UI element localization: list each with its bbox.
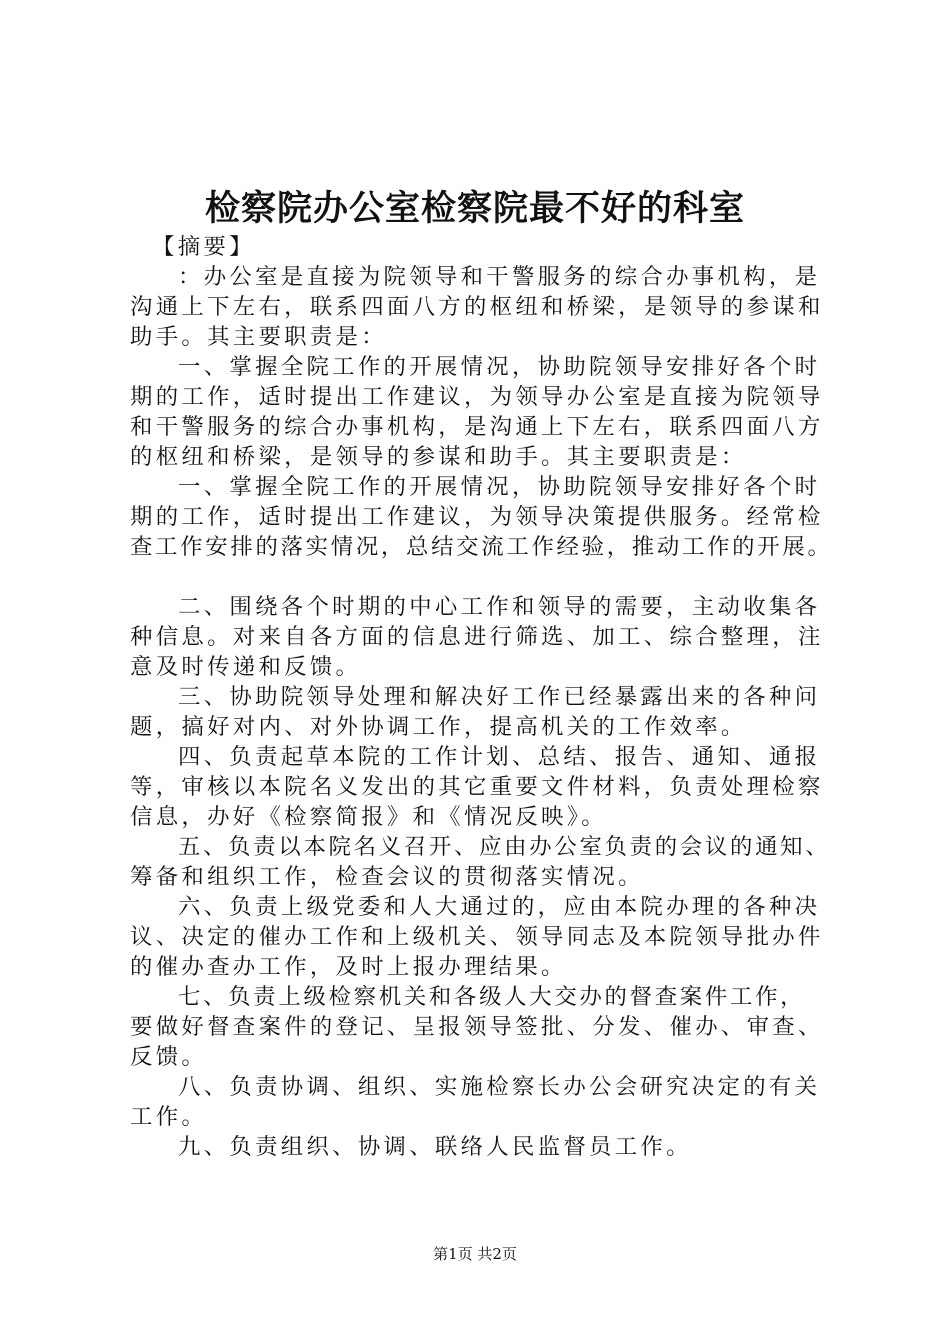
paragraph-line: 沟通上下左右，联系四面八方的枢纽和桥梁，是领导的参谋和	[130, 294, 824, 320]
paragraph-gap	[130, 562, 850, 592]
paragraph-line: 信息，办好《检察简报》和《情况反映》。	[130, 804, 607, 830]
paragraph-line: 种信息。对来自各方面的信息进行筛选、加工、综合整理，注	[130, 624, 824, 650]
paragraph-line: 助手。其主要职责是：	[130, 324, 387, 350]
paragraph-line: 查工作安排的落实情况，总结交流工作经验，推动工作的开展。	[130, 534, 833, 560]
paragraph-line: 意及时传递和反馈。	[130, 654, 362, 680]
paragraph-line: 期的工作，适时提出工作建议，为领导办公室是直接为院领导	[130, 384, 824, 410]
paragraph-line: 七、负责上级检察机关和各级人大交办的督查案件工作，	[178, 984, 806, 1010]
paragraph-line: 等，审核以本院名义发出的其它重要文件材料，负责处理检察	[130, 774, 824, 800]
paragraph-line: 期的工作，适时提出工作建议，为领导决策提供服务。经常检	[130, 504, 824, 530]
paragraph-line: 反馈。	[130, 1044, 208, 1070]
page-footer: 第1页 共2页	[433, 1245, 517, 1263]
paragraph-line: 要做好督查案件的登记、呈报领导签批、分发、催办、审查、	[130, 1014, 824, 1040]
paragraph-line: 的催办查办工作，及时上报办理结果。	[130, 954, 567, 980]
abstract-heading: 【摘要】	[152, 234, 255, 260]
paragraph-line: 八、负责协调、组织、实施检察长办公会研究决定的有关	[178, 1074, 821, 1100]
paragraph-line: 筹备和组织工作，检查会议的贯彻落实情况。	[130, 864, 644, 890]
paragraph-line: 工作。	[130, 1104, 208, 1130]
paragraph-line: 议、决定的催办工作和上级机关、领导同志及本院领导批办件	[130, 924, 824, 950]
paragraph-line: ：办公室是直接为院领导和干警服务的综合办事机构，是	[178, 264, 821, 290]
document-title: 检察院办公室检察院最不好的科室	[204, 188, 745, 229]
document-body	[130, 232, 850, 1162]
paragraph-line: 的枢纽和桥梁，是领导的参谋和助手。其主要职责是：	[130, 444, 747, 470]
paragraph-line: 和干警服务的综合办事机构，是沟通上下左右，联系四面八方	[130, 414, 824, 440]
paragraph-line: 二、围绕各个时期的中心工作和领导的需要，主动收集各	[178, 594, 821, 620]
paragraph-line: 五、负责以本院名义召开、应由办公室负责的会议的通知、	[178, 834, 831, 860]
paragraph-line: 六、负责上级党委和人大通过的，应由本院办理的各种决	[178, 894, 821, 920]
paragraph-line: 一、掌握全院工作的开展情况，协助院领导安排好各个时	[178, 474, 821, 500]
paragraph-line: 三、协助院领导处理和解决好工作已经暴露出来的各种问	[178, 684, 821, 710]
paragraph-line: 题，搞好对内、对外协调工作，提高机关的工作效率。	[130, 714, 747, 740]
paragraph-line: 四、负责起草本院的工作计划、总结、报告、通知、通报	[178, 744, 821, 770]
paragraph-line: 一、掌握全院工作的开展情况，协助院领导安排好各个时	[178, 354, 821, 380]
paragraph-line: 九、负责组织、协调、联络人民监督员工作。	[178, 1134, 692, 1160]
